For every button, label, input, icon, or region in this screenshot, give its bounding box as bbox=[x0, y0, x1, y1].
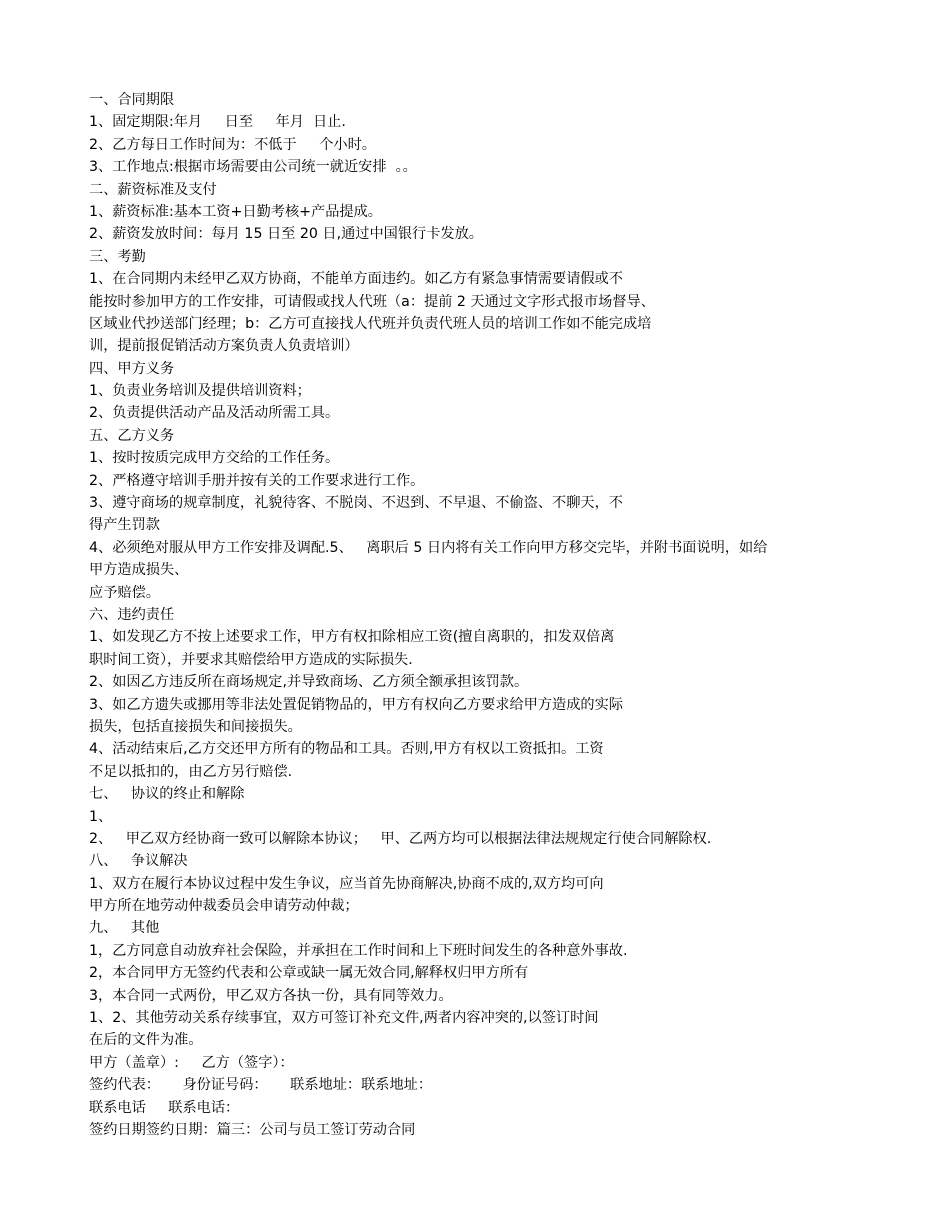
text-line: 1、双方在履行本协议过程中发生争议，应当首先协商解决,协商不成的,双方均可向 bbox=[89, 875, 604, 892]
text-line: 1、 bbox=[89, 808, 113, 825]
signature-parties-line: 甲方（盖章）: 乙方（签字）： bbox=[89, 1054, 294, 1071]
text-line: 甲方所在地劳动仲裁委员会申请劳动仲裁； bbox=[89, 898, 359, 915]
section-heading-party-a-duties: 四、甲方义务 bbox=[89, 360, 175, 377]
text-line: 职时间工资），并要求其赔偿给甲方造成的实际损失. bbox=[89, 651, 413, 668]
text-line: 1、按时按质完成甲方交给的工作任务。 bbox=[89, 450, 340, 467]
signature-date-line: 签约日期签约日期：篇三：公司与员工签订劳动合同 bbox=[89, 1121, 416, 1138]
text-line: 得产生罚款 bbox=[89, 517, 160, 534]
text-line: 1、如发现乙方不按上述要求工作，甲方有权扣除相应工资(擅自离职的，扣发双倍离 bbox=[89, 629, 615, 646]
text-line: 3、如乙方遗失或挪用等非法处置促销物品的，甲方有权向乙方要求给甲方造成的实际 bbox=[89, 696, 623, 713]
text-line: 3，本合同一式两份，甲乙双方各执一份，具有同等效力。 bbox=[89, 987, 453, 1004]
text-line: 2，本合同甲方无签约代表和公章或缺一属无效合同,解释权归甲方所有 bbox=[89, 965, 529, 982]
text-line: 1、负责业务培训及提供培训资料； bbox=[89, 383, 311, 400]
text-line: 2、乙方每日工作时间为：不低于 个小时。 bbox=[89, 136, 376, 153]
text-line: 1、固定期限:年月 日至 年月 日止. bbox=[89, 114, 346, 131]
text-line: 3、工作地点:根据市场需要由公司统一就近安排 。。 bbox=[89, 159, 417, 176]
text-line: 4、活动结束后,乙方交还甲方所有的物品和工具。否则,甲方有权以工资抵扣。工资 bbox=[89, 741, 604, 758]
text-line: 区域业代抄送部门经理；b：乙方可直接找人代班并负责代班人员的培训工作如不能完成培 bbox=[89, 315, 652, 332]
text-line: 2、负责提供活动产品及活动所需工具。 bbox=[89, 405, 340, 422]
text-line: 2、 甲乙双方经协商一致可以解除本协议； 甲、乙两方均可以根据法律法规规定行使合同解除权. bbox=[89, 830, 712, 847]
text-line: 3、遵守商场的规章制度，礼貌待客、不脱岗、不迟到、不早退、不偷盗、不聊天，不 bbox=[89, 495, 623, 512]
text-line: 2、严格遵守培训手册并按有关的工作要求进行工作。 bbox=[89, 472, 425, 489]
text-line: 训，提前报促销活动方案负责人负责培训） bbox=[89, 338, 359, 355]
text-line: 1，乙方同意自动放弃社会保险，并承担在工作时间和上下班时间发生的各种意外事故. bbox=[89, 942, 628, 959]
text-line: 4、必须绝对服从甲方工作安排及调配.5、 离职后 5 日内将有关工作向甲方移交完毕，并附书面说明，如给 bbox=[89, 539, 768, 556]
text-line: 能按时参加甲方的工作安排，可请假或找人代班（a：提前 2 天通过文字形式报市场督导、 bbox=[89, 293, 655, 310]
section-heading-attendance: 三、考勤 bbox=[89, 248, 146, 265]
section-heading-term: 一、合同期限 bbox=[89, 92, 175, 108]
text-line: 甲方造成损失、 bbox=[89, 562, 189, 579]
text-line: 1、2、其他劳动关系存续事宜，双方可签订补充文件,两者内容冲突的,以签订时间 bbox=[89, 1010, 599, 1027]
text-line: 应予赔偿。 bbox=[89, 584, 160, 601]
section-heading-other: 九、 其他 bbox=[89, 920, 160, 937]
section-heading-salary: 二、薪资标准及支付 bbox=[89, 181, 217, 198]
section-heading-termination: 七、 协议的终止和解除 bbox=[89, 786, 245, 803]
contract-body bbox=[89, 89, 879, 1141]
signature-phone-line: 联系电话 联系电话： bbox=[89, 1099, 240, 1116]
text-line: 1、在合同期内未经甲乙双方协商，不能单方面违约。如乙方有紧急事情需要请假或不 bbox=[89, 271, 623, 288]
text-line: 2、如因乙方违反所在商场规定,并导致商场、乙方须全额承担该罚款。 bbox=[89, 674, 529, 691]
section-heading-party-b-duties: 五、乙方义务 bbox=[89, 427, 175, 444]
text-line: 1、薪资标准:基本工资+日勤考核+产品提成。 bbox=[89, 203, 382, 220]
text-line: 损失，包括直接损失和间接损失。 bbox=[89, 718, 302, 735]
section-heading-dispute: 八、 争议解决 bbox=[89, 853, 188, 870]
text-line: 在后的文件为准。 bbox=[89, 1032, 203, 1049]
section-heading-liability: 六、违约责任 bbox=[89, 606, 175, 623]
signature-representative-line: 签约代表： 身份证号码： 联系地址：联系地址： bbox=[89, 1077, 433, 1094]
text-line: 2、薪资发放时间：每月 15 日至 20 日,通过中国银行卡发放。 bbox=[89, 226, 483, 243]
text-line: 不足以抵扣的，由乙方另行赔偿. bbox=[89, 763, 293, 780]
